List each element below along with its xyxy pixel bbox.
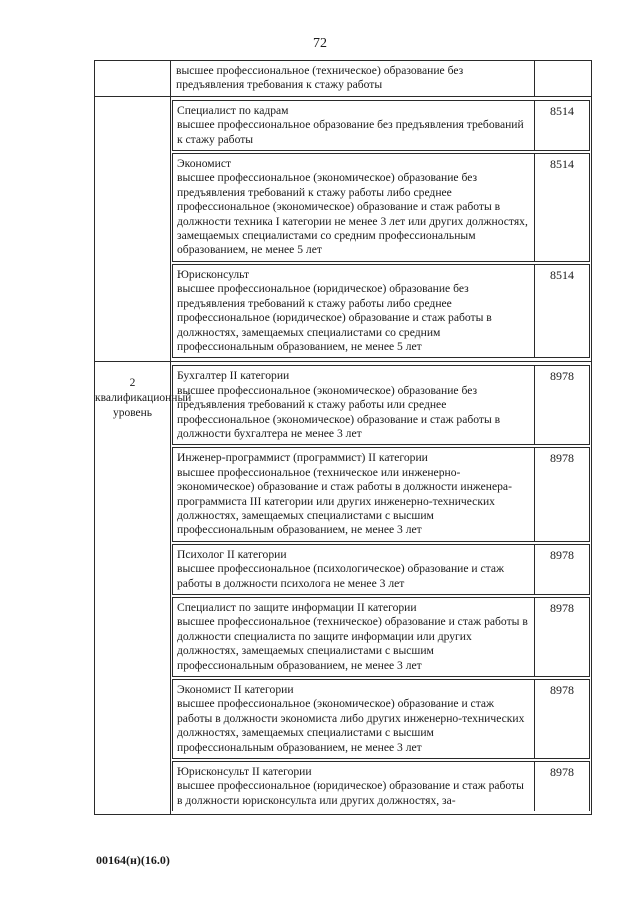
continuation-salary-cell bbox=[535, 61, 592, 97]
page-number: 72 bbox=[313, 36, 327, 51]
post-block bbox=[172, 264, 590, 358]
posts-cell-group-2 bbox=[171, 362, 592, 815]
post-requirements: высшее профессиональное (юридическое) образование и стаж работы в должности юрисконсульта или других должностях, за- bbox=[177, 779, 524, 807]
post-title: Психолог II категории bbox=[177, 547, 287, 561]
level-label bbox=[95, 97, 170, 119]
post-block bbox=[172, 153, 590, 262]
post-title: Специалист по защите информации II категории bbox=[177, 601, 417, 614]
level-cell-empty bbox=[95, 61, 171, 97]
post-title: Экономист II категории bbox=[177, 683, 294, 697]
post-block bbox=[172, 365, 590, 445]
post-salary: 8978 bbox=[534, 680, 589, 758]
post-title: Специалист по кадрам bbox=[177, 103, 289, 117]
post-requirements: высшее профессиональное (экономическое) образование и стаж работы в должности экономиста либо других инженерно-технических должностях, замещаемых специалистами с высшим профессиональным образованием, не менее 3 лет bbox=[177, 697, 525, 754]
posts-cell-group-1 bbox=[171, 96, 592, 362]
post-salary: 8978 bbox=[534, 545, 589, 594]
post-title: Юрисконсульт bbox=[177, 267, 250, 281]
post-title: Юрисконсульт II категории bbox=[177, 765, 312, 779]
table-row-group-1 bbox=[95, 96, 592, 362]
post-requirements: высшее профессиональное (экономическое) образование без предъявления требований к стажу работы или среднее профессиональное (экономическое) образование и стаж работы в должности бухгалтера не менее 3 лет bbox=[177, 383, 501, 440]
continuation-text-cell bbox=[171, 61, 535, 97]
level-cell-group-2 bbox=[95, 362, 192, 815]
post-requirements: высшее профессиональное (техническое или инженерно-экономическое) образование и стаж работы в должности инженера-программиста III категории или других инженерно-технических должностях, замещаемых специалистами с высшим профессиональным образованием, не менее 3 лет bbox=[177, 465, 512, 537]
level-cell-group-1 bbox=[95, 96, 171, 362]
post-requirements: высшее профессиональное (юридическое) образование без предъявления требований к стажу работы либо среднее профессиональное (юридическое) образование и стаж работы в должностях, замещаемых специалистами со средним профессиональным образованием, не менее 5 лет bbox=[177, 282, 492, 353]
post-block bbox=[172, 544, 590, 595]
post-block bbox=[172, 597, 590, 677]
post-salary: 8978 bbox=[534, 448, 589, 540]
post-salary: 8978 bbox=[534, 762, 589, 811]
post-requirements: высшее профессиональное (экономическое) образование без предъявления требований к стажу работы либо среднее профессиональное (экономическое) образование и стаж работы в должности техника I категории не менее 3 лет или других должностях, замещаемых специалистами со средним профессиональным образованием, не менее 5 лет bbox=[177, 171, 528, 257]
post-salary: 8978 bbox=[534, 366, 589, 444]
continuation-text: высшее профессиональное (техническое) образование без предъявления требования к стажу работы bbox=[176, 64, 464, 92]
post-salary: 8978 bbox=[534, 598, 589, 676]
document-footer-code: 00164(н)(16.0) bbox=[96, 853, 170, 867]
post-title: Бухгалтер II категории bbox=[177, 369, 290, 383]
level-label: 2 квалификационный уровень bbox=[95, 377, 192, 419]
post-title: Инженер-программист (программист) II категории bbox=[177, 451, 428, 465]
table-row-continuation bbox=[95, 61, 592, 97]
post-block bbox=[172, 447, 590, 541]
post-requirements: высшее профессиональное (техническое) образование и стаж работы в должности специалиста по защите информации или других должностях, замещаемых специалистами с высшим профессиональным образованием, не менее 3 лет bbox=[177, 615, 528, 672]
post-salary: 8514 bbox=[534, 101, 589, 150]
table-row-group-2 bbox=[95, 362, 592, 815]
qualification-table bbox=[94, 60, 592, 815]
post-requirements: высшее профессиональное (психологическое) образование и стаж работы в должности психолога не менее 3 лет bbox=[177, 562, 505, 590]
post-block bbox=[172, 761, 590, 811]
post-salary: 8514 bbox=[534, 154, 589, 261]
post-block bbox=[172, 679, 590, 759]
post-title: Экономист bbox=[177, 157, 232, 171]
post-requirements: высшее профессиональное образование без предъявления требований к стажу работы bbox=[177, 118, 524, 146]
post-salary: 8514 bbox=[534, 265, 589, 357]
post-block bbox=[172, 100, 590, 151]
